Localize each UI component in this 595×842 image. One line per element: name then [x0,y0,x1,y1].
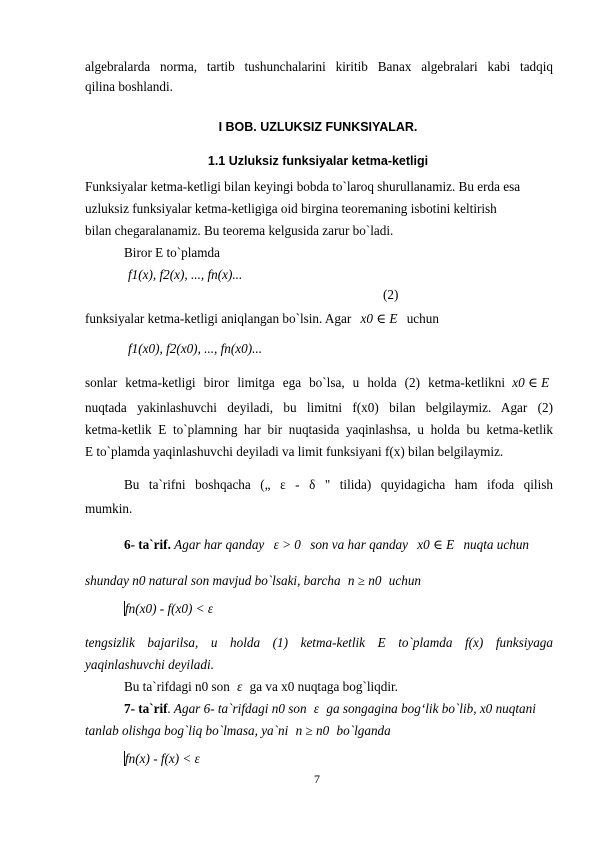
def6-text-d: shunday n0 natural son mavjud bo`lsaki, barcha [85,573,341,588]
eps-gt-0: ε > 0 [273,537,301,552]
eps-symbol: ε [237,679,243,694]
equation-label: (2) [383,287,399,302]
def7-text-c: tanlab olishga bog`liq bo`lmasa, ya`ni [85,723,289,738]
line-agar-uchun: uchun [406,311,439,326]
x0-in-e-2: x0 ∈ E [512,375,550,390]
note-text-b: ga va x0 nuqtaga bog`liqdir. [249,679,398,694]
chapter-title: I BOB. UZLUKSIZ FUNKSIYALAR. [218,120,418,134]
def6-label: 6- ta`rif. [124,537,171,552]
eps-symbol-2: ε [313,701,320,716]
def7-text-d: bo`lganda [336,723,391,738]
def6-line-3: tengsizlik bajarilsa, u holda (1) ketma-ketlik E to`plamda f(x) funksiyaga [85,635,553,650]
def6-text-b: son va har qanday [310,537,408,552]
n-ge-n0: n ≥ n0 [347,573,382,588]
def7-line-1 [124,700,554,718]
para2-line-3: ketma-ketlik E to`plamning har bir nuqtasida yaqinlashsa, u holda bu ketma-ketlik [85,422,553,437]
formula-sequence [128,266,242,284]
def7-label: 7- ta`rif [124,701,168,716]
page-number: 7 [314,772,320,786]
def6-line-2 [85,572,421,590]
line-agar-text: funksiyalar ketma-ketligi aniqlangan bo`lsin. Agar [85,311,352,326]
def6-text-e: uchun [388,573,422,588]
para1-line-2: uzluksiz funksiyalar ketma-ketligiga oid birgina teoremaning isbotini keltirish [85,201,497,216]
para2-line-4: E to`plamda yaqinlashuvchi deyiladi va limit funksiyani f(x) bilan belgilaymiz. [85,444,504,459]
para1-line-3: bilan chegaralanamiz. Bu teorema kelgusida zarur bo`ladi. [85,223,394,238]
formula-values: f1(x0), f2(x0), ..., fn(x0)... [128,341,263,356]
inequality-2-text: fn(x) - f(x) < ε [125,751,200,766]
para2-line-2: nuqtada yakinlashuvchi deyiladi, bu limitni f(x0) bilan belgilaymiz. Agar (2) [85,400,553,415]
x0-in-e-3: x0 ∈ E [417,537,455,552]
para2-line-1-text: sonlar ketma-ketligi biror limitga ega bo`lsa, u holda (2) ketma-ketlikni [85,375,505,390]
n-ge-n0-2: n ≥ n0 [295,723,330,738]
def7-text-b: ga songagina bog‘lik bo`lib, x0 nuqtani [326,701,536,716]
formula-1: f1(x), f2(x), ..., fn(x)... [128,267,243,282]
para3-line-2: mumkin. [85,501,133,516]
note-line [124,678,398,696]
def6-text-a: Agar har qanday [174,537,265,552]
inequality-1-text: fn(x0) - f(x0) < ε [125,601,214,616]
section-title: 1.1 Uzluksiz funksiyalar ketma-ketligi [207,154,429,168]
def6-text-c: nuqta uchun [463,537,530,552]
para1-line-1: Funksiyalar ketma-ketligi bilan keyingi bobda to`laroq shurullanamiz. Bu erda esa [85,179,521,194]
def6-line-4: yaqinlashuvchi deyiladi. [85,657,214,672]
x0-in-e: x0 ∈ E [360,311,398,326]
inequality-2 [124,750,200,768]
note-text-a: Bu ta`rifdagi n0 son [124,679,230,694]
def7-text-a: . Agar 6- ta`rifdagi n0 son [167,701,307,716]
intro-line-1: algebralarda norma, tartib tushunchalarini kiritib Banax algebralari kabi tadqiq [85,59,553,74]
biror-line: Biror E to`plamda [124,245,220,260]
def7-line-2 [85,722,391,740]
def6-line-1 [124,536,554,554]
para2-line-1 [85,374,555,392]
para3-line-1: Bu ta`rifni boshqacha („ ε - δ " tilida) quyidagicha ham ifoda qilish [124,477,553,492]
intro-line-2: qilina boshlandi. [85,79,173,94]
inequality-1 [124,600,213,618]
line-agar [85,310,439,328]
